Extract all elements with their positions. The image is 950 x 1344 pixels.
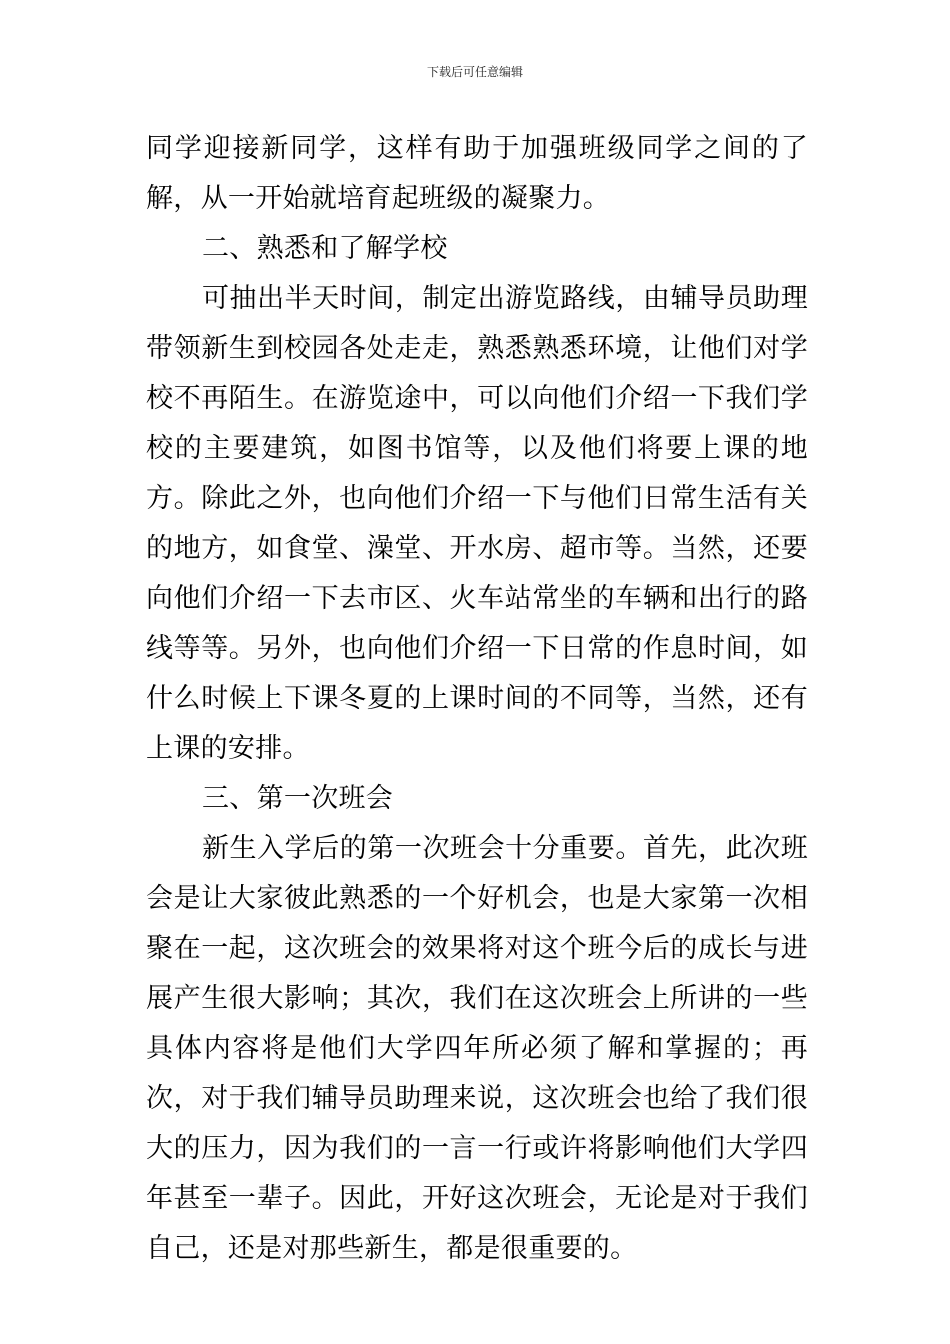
page-header: 下载后可任意编辑	[426, 65, 523, 79]
paragraph-continuation: 同学迎接新同学，这样有助于加强班级同学之间的了解，从一开始就培育起班级的凝聚力。	[146, 133, 808, 214]
document-body	[146, 124, 808, 1274]
section-heading-2: 二、熟悉和了解学校	[202, 233, 448, 264]
paragraph-campus-tour: 可抽出半天时间，制定出游览路线，由辅导员助理带领新生到校园各处走走，熟悉熟悉环境，让他们对学校不再陌生。在游览途中，可以向他们介绍一下我们学校的主要建筑，如图书馆等，以及他们将要上课的地方。除此之外，也向他们介绍一下与他们日常生活有关的地方，如食堂、澡堂、开水房、超市等。当然，还要向他们介绍一下去市区、火车站常坐的车辆和出行的路线等等。另外，也向他们介绍一下日常的作息时间，如什么时候上下课冬夏的上课时间的不同等，当然，还有上课的安排。	[146, 283, 808, 764]
paragraph-first-class-meeting: 新生入学后的第一次班会十分重要。首先，此次班会是让大家彼此熟悉的一个好机会，也是大家第一次相聚在一起，这次班会的效果将对这个班今后的成长与进展产生很大影响；其次，我们在这次班会上所讲的一些具体内容将是他们大学四年所必须了解和掌握的；再次，对于我们辅导员助理来说，这次班会也给了我们很大的压力，因为我们的一言一行或许将影响他们大学四年甚至一辈子。因此，开好这次班会，无论是对于我们自己，还是对那些新生，都是很重要的。	[146, 833, 808, 1264]
section-heading-3: 三、第一次班会	[202, 783, 394, 814]
